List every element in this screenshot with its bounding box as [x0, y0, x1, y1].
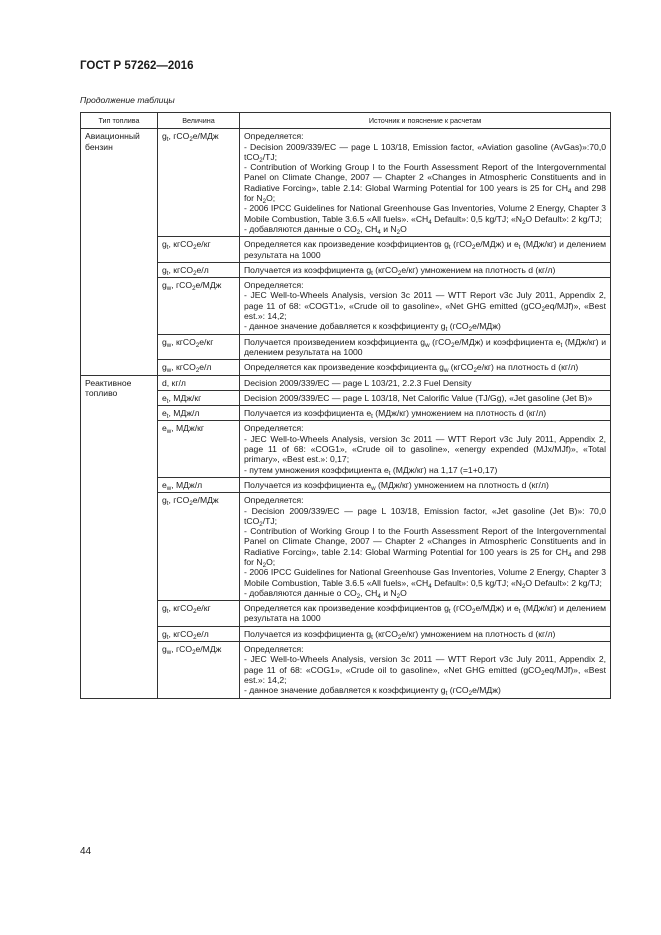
- quantity-cell: $e_w$, МДж/кг: [158, 421, 240, 477]
- column-header-fuel-type: Тип топлива: [81, 113, 158, 129]
- fuel-type-cell: Реактивное топливо: [81, 375, 158, 698]
- source-explanation-cell: Определяется как произведение коэффициентов $g_t$ (гCO$_2$e/МДж) и $e_t$ (МДж/кг) и делением результата на 1000: [240, 601, 611, 627]
- table-row: [81, 493, 611, 601]
- source-explanation-cell: Получается из коэффициента $e_w$ (МДж/кг) умножением на плотность d (кг/л): [240, 477, 611, 492]
- source-explanation-cell: Определяется: - JEC Well-to-Wheels Analysis, version 3c 2011 — WTT Report v3c July 2011, Appendix 2, page 11 of 68: «COGT1», «Crude oil to gasoline», «Net GHG emitted (gCO$_2$eq/MJf)», «Best est.»: 14,2; - данное значение добавляется к коэффициенту $g_t$ (гCO$_2$e/МДж): [240, 278, 611, 334]
- source-explanation-cell: Получается из коэффициента $e_t$ (МДж/кг) умножением на плотность d (кг/л): [240, 406, 611, 421]
- quantity-cell: $g_w$, кгCO$_2$e/кг: [158, 334, 240, 360]
- document-title: ГОСТ Р 57262—2016: [80, 60, 194, 72]
- table-row: [81, 334, 611, 360]
- quantity-cell: d, кг/л: [158, 375, 240, 390]
- table-row: [81, 375, 611, 390]
- source-explanation-cell: Определяется: - JEC Well-to-Wheels Analysis, version 3c 2011 — WTT Report v3c July 2011, Appendix 2, page 11 of 68: «COG1», «Crude oil to gasoline», «energy expended (MJx/MJf)», «Total primary», «Best est.»: 0,17; - путем умножения коэффициента $e_t$ (МДж/кг) на 1,17 (=1+0,17): [240, 421, 611, 477]
- table-row: [81, 129, 611, 237]
- table-row: [81, 626, 611, 641]
- fuel-type-cell: Авиационный бензин: [81, 129, 158, 375]
- source-explanation-cell: Определяется: - Decision 2009/339/EC — page L 103/18, Emission factor, «Aviation gasoline (AvGas)»:70,0 tCO$_2$/TJ; - Contribution of Working Group I to the Fourth Assessment Report of the Intergovernmental Panel on Climate Change, 2007 — Chapter 2 «Changes in Atmospheric Constituents and in Radiative Forcing», table 2.14: Global Warming Potential for 100 years is 25 for $CH_4$ and 298 for $N_2O$; - 2006 IPCC Guidelines for National Greenhouse Gas Inventories, Volume 2 Energy, Chapter 3 Mobile Combustion, Table 3.6.5 «All fuels». «$CH_4$ Default»: 0,5 kg/TJ; «$N_2O$ Default»: 2 kg/TJ; - добавляются данные о $CO_2$, $CH_4$ и $N_2O$: [240, 129, 611, 237]
- source-explanation-cell: Определяется как произведение коэффициентов $g_t$ (гCO$_2$e/МДж) и $e_t$ (МДж/кг) и делением результата на 1000: [240, 237, 611, 263]
- table-continuation-caption: Продолжение таблицы: [80, 95, 175, 105]
- column-header-quantity: Величина: [158, 113, 240, 129]
- fuel-emission-table: [80, 112, 611, 699]
- source-explanation-cell: Получается из коэффициента $g_t$ (кгCO$_2$e/кг) умножением на плотность d (кг/л): [240, 626, 611, 641]
- quantity-cell: $g_t$, кгCO$_2$e/кг: [158, 601, 240, 627]
- quantity-cell: $g_w$, кгCO$_2$e/л: [158, 360, 240, 375]
- table-row: [81, 278, 611, 334]
- table-row: [81, 262, 611, 277]
- source-explanation-cell: Decision 2009/339/EC — page L 103/21, 2.2.3 Fuel Density: [240, 375, 611, 390]
- quantity-cell: $e_t$, МДж/л: [158, 406, 240, 421]
- table-row: [81, 642, 611, 698]
- column-header-source: Источник и пояснение к расчетам: [240, 113, 611, 129]
- quantity-cell: $g_t$, гCO$_2$e/МДж: [158, 129, 240, 237]
- table-row: [81, 477, 611, 492]
- table-row: [81, 601, 611, 627]
- table-header-row: [81, 113, 611, 129]
- quantity-cell: $g_t$, гCO$_2$e/МДж: [158, 493, 240, 601]
- source-explanation-cell: Определяется: - Decision 2009/339/EC — page L 103/18, Emission factor, «Jet gasoline (Jet B)»: 70,0 tCO$_2$/TJ; - Contribution of Working Group I to the Fourth Assessment Report of the Intergovernmental Panel on Climate Change, 2007 — Chapter 2 «Changes in Atmospheric Constituents and in Radiative Forcing», table 2.14: Global Warming Potential for 100 years is 25 for $CH_4$ and 298 for $N_2O$; - 2006 IPCC Guidelines for National Greenhouse Gas Inventories, Volume 2 Energy, Chapter 3 Mobile Combustion, Table 3.6.5 «All fuels», «$CH_4$ Default»: 0,5 kg/TJ; «$N_2O$ Default»: 2 kg/TJ; - добавляются данные о $CO_2$, $CH_4$ и $N_2O$: [240, 493, 611, 601]
- quantity-cell: $g_t$, кгCO$_2$e/л: [158, 626, 240, 641]
- source-explanation-cell: Определяется как произведение коэффициента $g_w$ (кгCO$_2$e/кг) на плотность d (кг/л): [240, 360, 611, 375]
- quantity-cell: $g_w$, гCO$_2$e/МДж: [158, 278, 240, 334]
- table-row: [81, 237, 611, 263]
- quantity-cell: $g_t$, кгCO$_2$e/кг: [158, 237, 240, 263]
- source-explanation-cell: Получается произведением коэффициента $g_w$ (гCO$_2$e/МДж) и коэффициента $e_t$ (МДж/кг) и делением результата на 1000: [240, 334, 611, 360]
- source-explanation-cell: Получается из коэффициента $g_t$ (кгCO$_2$e/кг) умножением на плотность d (кг/л): [240, 262, 611, 277]
- source-explanation-cell: Decision 2009/339/EC — page L 103/18, Net Calorific Value (TJ/Gg), «Jet gasoline (Jet B)»: [240, 390, 611, 405]
- source-explanation-cell: Определяется: - JEC Well-to-Wheels Analysis, version 3c 2011 — WTT Report v3c July 2011, Appendix 2, page 11 of 68: «COG1», «Crude oil to gasoline», «Net GHG emitted (gCO$_2$eq/MJf)», «Best est.»: 14,2; - данное значение добавляется к коэффициенту $g_t$ (гCO$_2$e/МДж): [240, 642, 611, 698]
- quantity-cell: $g_w$, гCO$_2$e/МДж: [158, 642, 240, 698]
- table-row: [81, 360, 611, 375]
- table-row: [81, 421, 611, 477]
- table-row: [81, 390, 611, 405]
- table-row: [81, 406, 611, 421]
- quantity-cell: $e_w$, МДж/л: [158, 477, 240, 492]
- quantity-cell: $e_t$, МДж/кг: [158, 390, 240, 405]
- page-number: 44: [80, 846, 92, 857]
- quantity-cell: $g_t$, кгCO$_2$e/л: [158, 262, 240, 277]
